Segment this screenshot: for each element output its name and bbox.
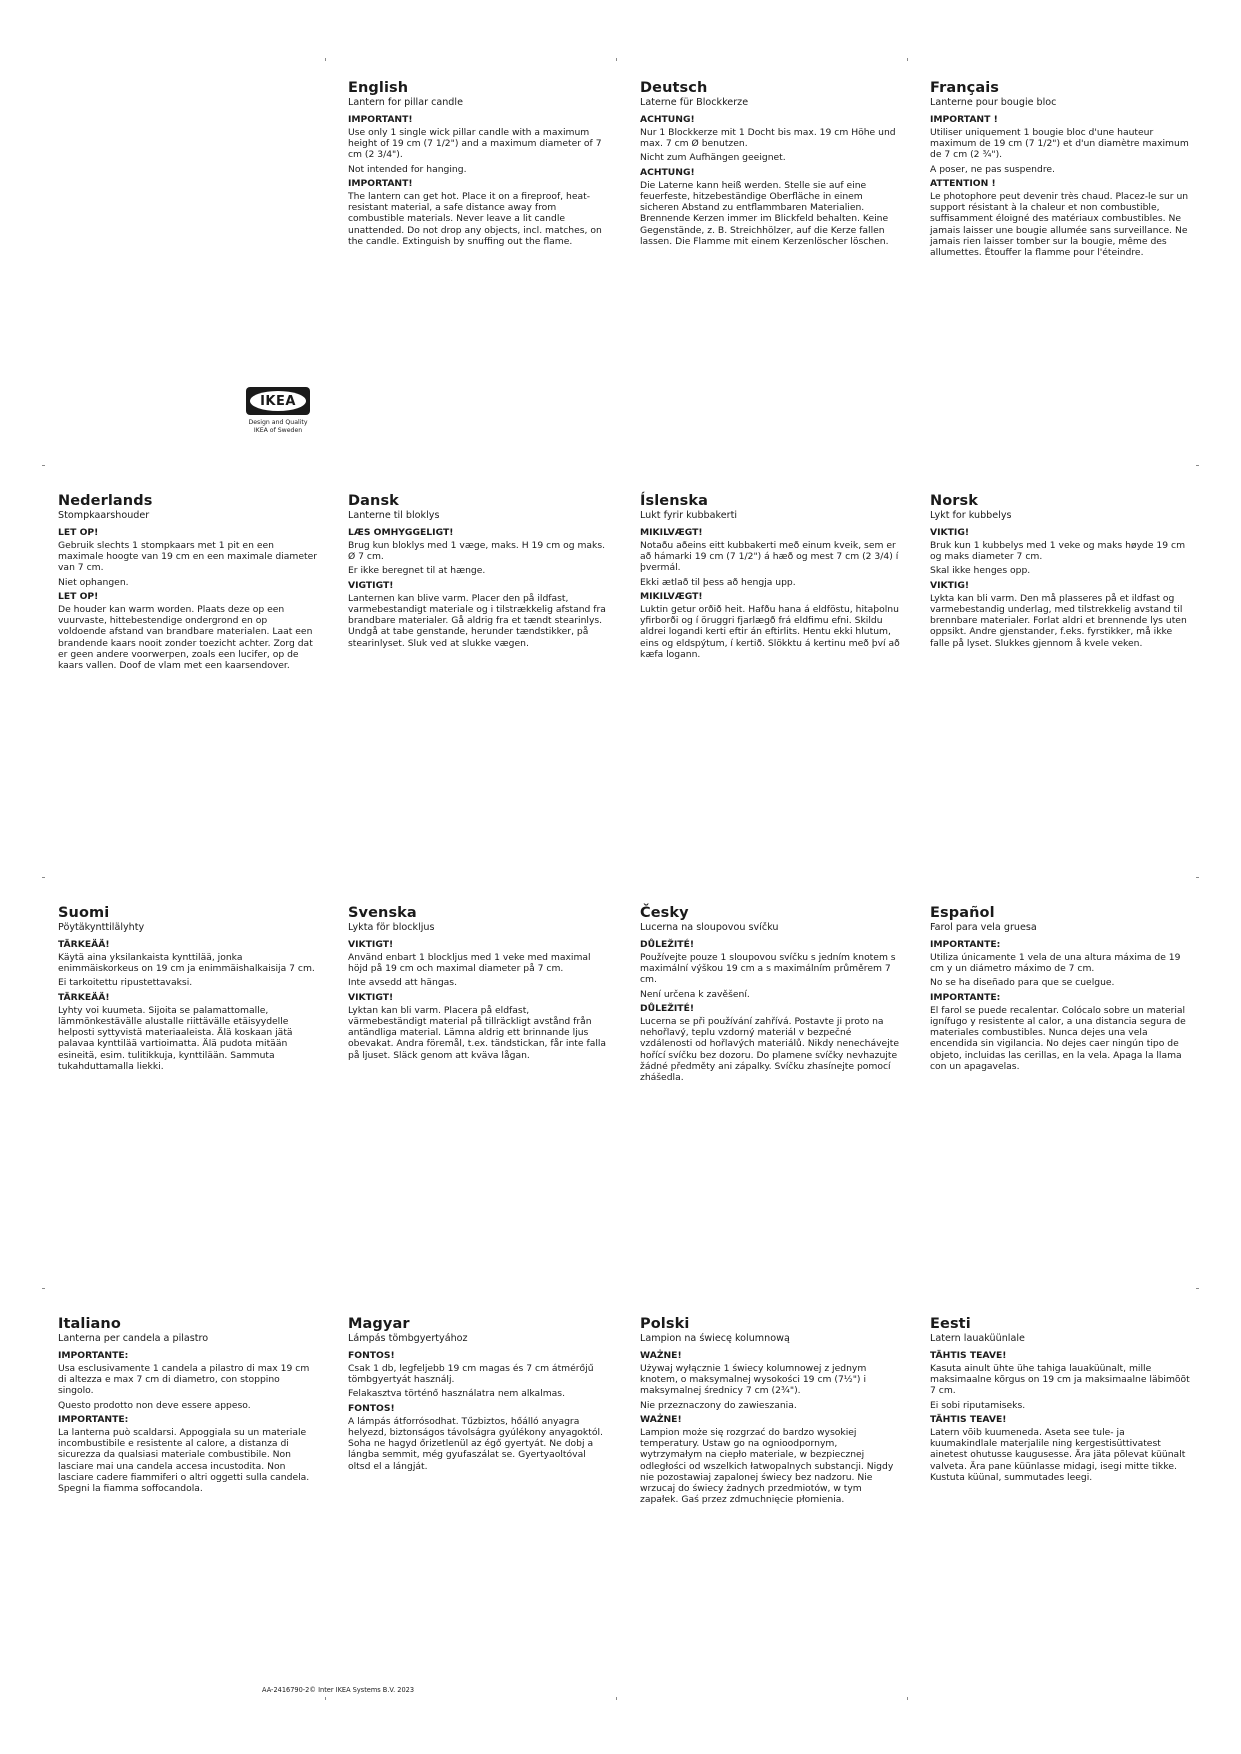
language-heading: Polski	[640, 1316, 690, 1332]
warning-heading: MIKILVÆGT!	[640, 527, 703, 538]
instruction-text: A poser, ne pas suspendre.	[930, 163, 1055, 175]
instruction-text: Le photophore peut devenir très chaud. Placez-le sur un support résistant à la chaleur et non combustible, suffisamment éloigné des matériaux combustibles. Ne jamais laisser une bougie allumée sans surveillance. Ne jamais rien laisser tomber sur la bougie, même des allumettes. Étouffer la flamme pour l'éteindre.	[930, 190, 1189, 258]
warning-heading: DŮLEŽITÉ!	[640, 1002, 695, 1014]
instruction-text: Usa esclusivamente 1 candela a pilastro di max 19 cm di altezza e max 7 cm di diametro, con stoppino singolo.	[58, 1363, 310, 1397]
product-subtitle: Lampion na świecę kolumnową	[640, 1333, 790, 1344]
language-block	[640, 905, 900, 1086]
instruction-text: Nur 1 Blockkerze mit 1 Docht bis max. 19 cm Höhe und max. 7 cm Ø benutzen.	[640, 127, 896, 150]
instruction-text: Notaðu aðeins eitt kubbakerti með einum kveik, sem er að hámarki 19 cm (7 1/2") á hæð og mest 7 cm (2 3/4) í þvermál.	[640, 540, 899, 574]
instruction-text: Ekki ætlað til þess að hengja upp.	[640, 576, 796, 588]
language-block	[930, 493, 1190, 652]
warning-heading: MIKILVÆGT!	[640, 590, 703, 602]
product-subtitle: Laterne für Blockkerze	[640, 97, 749, 108]
warning-heading: IMPORTANT!	[348, 177, 413, 189]
language-heading: Dansk	[348, 493, 399, 509]
warning-heading: IMPORTANT !	[930, 114, 998, 125]
warning-heading: FONTOS!	[348, 1350, 395, 1361]
instruction-text: Not intended for hanging.	[348, 163, 467, 175]
language-heading: Eesti	[930, 1316, 971, 1332]
instruction-text: Använd enbart 1 blockljus med 1 veke med maximal höjd på 19 cm och maximal diameter på 7 cm.	[348, 952, 591, 975]
instruction-text: Utiliza únicamente 1 vela de una altura máxima de 19 cm y un diámetro máximo de 7 cm.	[930, 952, 1181, 975]
tagline-line-2: IKEA of Sweden	[253, 426, 303, 434]
language-block	[640, 80, 900, 250]
crop-mark	[907, 1697, 908, 1700]
instruction-text: Die Laterne kann heiß werden. Stelle sie auf eine feuerfeste, hitzebeständige Oberfläche in einem sicheren Abstand zu entflammbaren Materialien. Brennende Kerzen immer im Blickfeld behalten. Keine Gegenstände, z. B. Streichhölzer, auf die Kerze fallen lassen. Die Flamme mit einem Kerzenlöscher löschen.	[640, 179, 889, 247]
instruction-text: Není určena k zavěšení.	[640, 988, 750, 1000]
instruction-text: Felakasztva történő használatra nem alkalmas.	[348, 1388, 566, 1400]
instruction-text: Używaj wyłącznie 1 świecy kolumnowej z jednym knotem, o maksymalnej wysokości 19 cm (7½") i maksymalnej średnicy 7 cm (2¾").	[640, 1363, 867, 1397]
warning-heading: TÄHTIS TEAVE!	[930, 1350, 1007, 1361]
warning-heading: TÄRKEÄÄ!	[58, 991, 110, 1003]
product-subtitle: Lanterne til bloklys	[348, 510, 440, 521]
instruction-text: Lyktan kan bli varm. Placera på eldfast, värmebeständigt material på tillräckligt avstånd från antändliga material. Lämna aldrig ett brinnande ljus obevakat. Andra föremål, t.ex. tändstickan, får inte falla på ljuset. Släck genom att kväva lågan.	[348, 1004, 607, 1061]
language-block	[640, 493, 900, 663]
language-block	[930, 80, 1190, 261]
language-heading: Svenska	[348, 905, 417, 921]
language-block	[348, 905, 608, 1064]
instruction-text: Luktin getur orðið heit. Hafðu hana á eldföstu, hitaþolnu yfirborði og í öruggri fjarlægð frá eldfimu efni. Skildu aldrei logandi kerti eftir án eftirlits. Hentu ekki hlutum, eins og eldspýtum, í kertið. Slökktu á kertinu með því að kæfa logann.	[640, 603, 900, 660]
crop-mark	[907, 58, 908, 61]
instruction-text: El farol se puede recalentar. Colócalo sobre un material ignífugo y resistente al calor, a una distancia segura de materiales combustibles. Nunca dejes una vela encendida sin vigilancia. No dejes caer ningún tipo de objeto, incluidas las cerillas, en la vela. Apaga la llama con un apagavelas.	[930, 1004, 1186, 1072]
instruction-text: A lámpás átforrósodhat. Tűzbiztos, hőálló anyagra helyezd, biztonságos távolságra gyúlékony anyagoktól. Soha ne hagyd őrizetlenül az égő gyertyát. Ne dobj a lángba semmit, még gyufaszálat se. Gyertyaoltóval oltsd el a lángját.	[348, 1415, 603, 1472]
instruction-text: Lyhty voi kuumeta. Sijoita se palamattomalle, lämmönkestävälle alustalle riittävälle etäisyydelle helposti syttyvistä materiaaleista. Älä koskaan jätä palavaa kynttilää vartioimatta. Älä pudota mitään esineitä, esim. tulitikkuja, kynttilään. Sammuta tukahduttamalla liekki.	[58, 1004, 293, 1072]
instruction-text: Lanternen kan blive varm. Placer den på ildfast, varmebestandigt materiale og i tilstrækkelig afstand fra brandbare materialer. Gå aldrig fra et tændt stearinlys. Undgå at tabe genstande, herunder tændstikker, på stearinlyset. Sluk ved at slukke vægen.	[348, 592, 606, 649]
logo-tagline	[230, 419, 326, 435]
product-subtitle: Lykt for kubbelys	[930, 510, 1012, 521]
language-block	[58, 905, 318, 1075]
crop-mark	[616, 58, 617, 61]
warning-heading: LET OP!	[58, 527, 99, 538]
instruction-text: Brug kun bloklys med 1 væge, maks. H 19 cm og maks. Ø 7 cm.	[348, 540, 606, 563]
footer-copyright: AA-2416790-2© Inter IKEA Systems B.V. 2023	[262, 1686, 415, 1694]
instruction-text: Inte avsedd att hängas.	[348, 977, 457, 989]
warning-heading: TÄHTIS TEAVE!	[930, 1413, 1007, 1425]
instruction-text: Latern võib kuumeneda. Aseta see tule- ja kuumakindlale materjalile ning kergestisüttivatest ainetest ohutusse kaugusesse. Ära jäta põlevat küünalt valveta. Ära pane küünlasse midagi, isegi mitte tikke. Kustuta küünal, summutades leegi.	[930, 1426, 1186, 1483]
ikea-logo	[246, 387, 310, 415]
crop-mark	[42, 877, 45, 878]
instruction-text: Questo prodotto non deve essere appeso.	[58, 1399, 251, 1411]
instruction-text: Kasuta ainult ühte ühe tahiga lauaküünalt, mille maksimaalne kõrgus on 19 cm ja maksimaalne läbimõõt 7 cm.	[930, 1363, 1190, 1397]
crop-mark	[616, 1697, 617, 1700]
warning-heading: FONTOS!	[348, 1402, 395, 1414]
instruction-text: No se ha diseñado para que se cuelgue.	[930, 977, 1115, 989]
instruction-text: Er ikke beregnet til at hænge.	[348, 565, 486, 577]
crop-mark	[42, 465, 45, 466]
instruction-text: Ei sobi riputamiseks.	[930, 1399, 1026, 1411]
warning-heading: LÆS OMHYGGELIGT!	[348, 527, 454, 538]
language-heading: Norsk	[930, 493, 979, 509]
language-block	[58, 493, 318, 674]
language-heading: Magyar	[348, 1316, 410, 1332]
warning-heading: ACHTUNG!	[640, 114, 695, 125]
product-subtitle: Stompkaarshouder	[58, 510, 150, 521]
language-heading: Français	[930, 80, 1000, 96]
crop-mark	[1196, 877, 1199, 878]
language-heading: English	[348, 80, 409, 96]
warning-heading: DŮLEŽITÉ!	[640, 939, 695, 950]
language-block	[930, 905, 1190, 1075]
product-subtitle: Pöytäkynttilälyhty	[58, 922, 145, 933]
instruction-text: Csak 1 db, legfeljebb 19 cm magas és 7 cm átmérőjű tömbgyertyát használj.	[348, 1363, 594, 1386]
instruction-text: Bruk kun 1 kubbelys med 1 veke og maks høyde 19 cm og maks diameter 7 cm.	[930, 540, 1186, 563]
warning-heading: WAŻNE!	[640, 1350, 682, 1361]
instruction-text: Ei tarkoitettu ripustettavaksi.	[58, 977, 193, 989]
warning-heading: ATTENTION !	[930, 177, 996, 189]
product-subtitle: Lukt fyrir kubbakerti	[640, 510, 738, 521]
warning-heading: IMPORTANTE:	[58, 1350, 129, 1361]
language-block	[348, 493, 608, 652]
language-heading: Suomi	[58, 905, 110, 921]
instruction-text: Nie przeznaczony do zawieszania.	[640, 1399, 797, 1411]
warning-heading: LET OP!	[58, 590, 99, 602]
instruction-text: Utiliser uniquement 1 bougie bloc d'une hauteur maximum de 19 cm (7 1/2") et d'un diamètre maximum de 7 cm (2 ¾").	[930, 127, 1189, 161]
instruction-text: Use only 1 single wick pillar candle with a maximum height of 19 cm (7 1/2") and a maximum diameter of 7 cm (2 3/4").	[348, 127, 602, 161]
crop-mark	[42, 1288, 45, 1289]
language-block	[930, 1316, 1190, 1486]
tagline-line-1: Design and Quality	[248, 419, 308, 426]
product-subtitle: Lanterna per candela a pilastro	[58, 1333, 209, 1344]
language-block	[348, 80, 608, 250]
instruction-text: Niet ophangen.	[58, 576, 129, 588]
language-block	[58, 1316, 318, 1497]
crop-mark	[1196, 1288, 1199, 1289]
warning-heading: VIKTIG!	[930, 579, 970, 591]
instruction-text: Käytä aina yksilankaista kynttilää, jonka enimmäiskorkeus on 19 cm ja enimmäishalkaisija 7 cm.	[58, 952, 315, 975]
instruction-text: La lanterna può scaldarsi. Appoggiala su un materiale incombustibile e resistente al calore, a distanza di sicurezza da qualsiasi materiale combustibile. Non lasciare mai una candela accesa incustodita. Non lasciare cadere fiammiferi o altri oggetti sulla candela. Spegni la fiamma soffocandola.	[58, 1426, 310, 1494]
warning-heading: VIKTIGT!	[348, 991, 394, 1003]
language-heading: Íslenska	[640, 493, 709, 509]
warning-heading: VIKTIGT!	[348, 939, 394, 950]
product-subtitle: Lantern for pillar candle	[348, 97, 463, 108]
warning-heading: IMPORTANT!	[348, 114, 413, 125]
ikea-logo-text: IKEA	[250, 391, 306, 411]
product-subtitle: Lykta för blockljus	[348, 922, 435, 933]
language-heading: Česky	[640, 905, 689, 921]
instruction-text: Gebruik slechts 1 stompkaars met 1 pit en een maximale hoogte van 19 cm en een maximale diameter van 7 cm.	[58, 540, 318, 574]
language-block	[640, 1316, 900, 1508]
warning-heading: IMPORTANTE:	[930, 939, 1001, 950]
warning-heading: WAŻNE!	[640, 1413, 682, 1425]
warning-heading: TÄRKEÄÄ!	[58, 939, 110, 950]
instruction-text: Lampion może się rozgrzać do bardzo wysokiej temperatury. Ustaw go na ognioodpornym, wytrzymałym na ciepło materiale, w bezpiecznej odległości od wszelkich łatwopalnych substancji. Nigdy nie pozostawiaj zapalonej świecy bez nadzoru. Nie wrzucaj do świecy żadnych przedmiotów, w tym zapałek. Gaś przez zdmuchnięcie płomienia.	[640, 1426, 894, 1506]
instruction-text: Nicht zum Aufhängen geeignet.	[640, 152, 786, 164]
instruction-text: Lucerna se při používání zahřívá. Postavte ji proto na nehořlavý, teplu vzdorný materiál v bezpečné vzdálenosti od hořlavých materiálů. Nikdy nenechávejte hořící svíčku bez dozoru. Do plamene svíčky nevhazujte žádné předměty ani zápalky. Svíčku zhasínejte pomocí zhášedla.	[640, 1015, 899, 1083]
instruction-text: Používejte pouze 1 sloupovou svíčku s jedním knotem s maximální výškou 19 cm a s maximálním průměrem 7 cm.	[640, 952, 896, 986]
language-block	[348, 1316, 608, 1475]
warning-heading: IMPORTANTE:	[58, 1413, 129, 1425]
warning-heading: VIKTIG!	[930, 527, 970, 538]
language-heading: Deutsch	[640, 80, 708, 96]
crop-mark	[325, 1697, 326, 1700]
language-heading: Español	[930, 905, 995, 921]
warning-heading: VIGTIGT!	[348, 579, 394, 591]
crop-mark	[325, 58, 326, 61]
product-subtitle: Lámpás tömbgyertyához	[348, 1333, 468, 1344]
warning-heading: IMPORTANTE:	[930, 991, 1001, 1003]
product-subtitle: Lucerna na sloupovou svíčku	[640, 922, 779, 933]
warning-heading: ACHTUNG!	[640, 166, 695, 178]
instruction-text: De houder kan warm worden. Plaats deze op een vuurvaste, hittebestendige ondergrond en op voldoende afstand van brandbare materialen. Laat een brandende kaars nooit zonder toezicht achter. Zorg dat er geen andere voorwerpen, zoals een lucifer, op de kaars vallen. Doof de vlam met een kaarsendover.	[58, 603, 313, 671]
crop-mark	[1196, 465, 1199, 466]
language-heading: Italiano	[58, 1316, 121, 1332]
product-subtitle: Farol para vela gruesa	[930, 922, 1037, 933]
language-heading: Nederlands	[58, 493, 153, 509]
product-subtitle: Lanterne pour bougie bloc	[930, 97, 1057, 108]
instruction-text: The lantern can get hot. Place it on a fireproof, heat-resistant material, a safe distance away from combustible materials. Never leave a lit candle unattended. Do not drop any objects, incl. matches, on the candle. Extinguish by snuffing out the flame.	[348, 190, 602, 247]
product-subtitle: Latern lauaküünlale	[930, 1333, 1025, 1344]
instruction-text: Lykta kan bli varm. Den må plasseres på et ildfast og varmebestandig underlag, med tilstrekkelig avstand til brennbare materialer. Forlat aldri et brennende lys uten oppsikt. Andre gjenstander, f.eks. fyrstikker, må ikke falle på lyset. Slukkes gjennom å kvele veken.	[930, 592, 1187, 649]
instruction-text: Skal ikke henges opp.	[930, 565, 1031, 577]
